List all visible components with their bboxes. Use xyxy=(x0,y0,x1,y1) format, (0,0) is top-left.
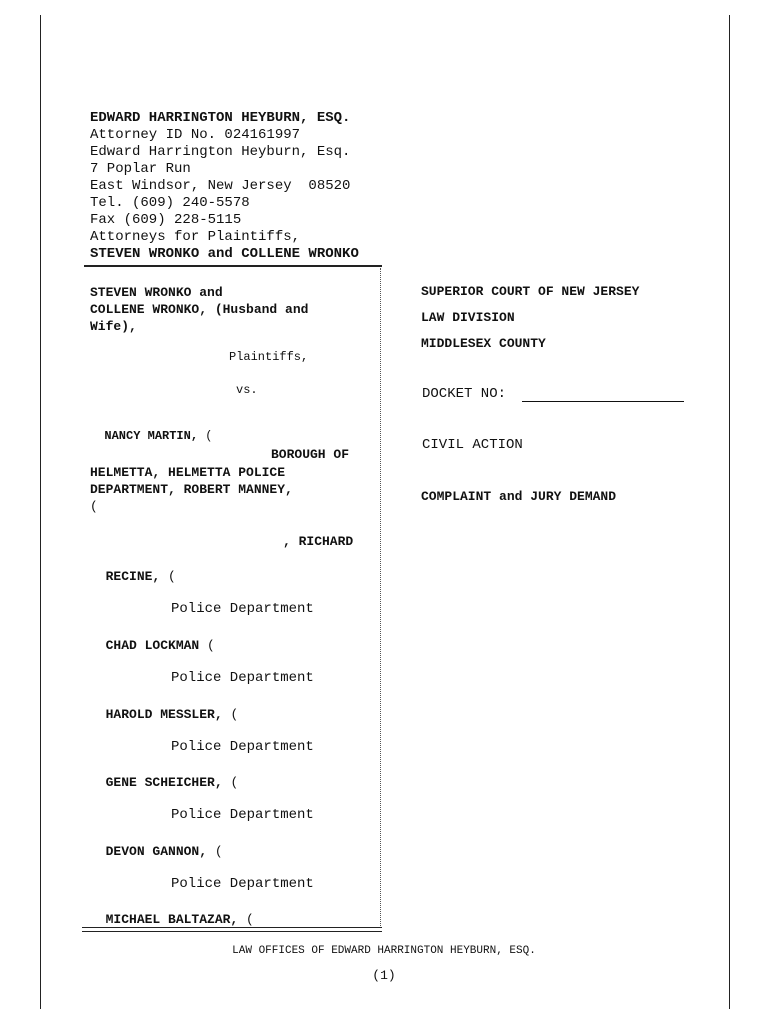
borough-line-1: BOROUGH OF xyxy=(271,447,350,462)
court-county: MIDDLESEX COUNTY xyxy=(421,336,546,351)
defendant-devon-gannon: DEVON GANNON, xyxy=(105,844,208,859)
paren-open: ( xyxy=(168,569,176,584)
attorney-block-rule xyxy=(84,265,382,267)
police-department-label: Police Department xyxy=(171,739,314,755)
paren-open: ( xyxy=(207,638,215,653)
borough-line-3: DEPARTMENT, ROBERT MANNEY, xyxy=(90,482,293,497)
paren-open: ( xyxy=(246,912,254,927)
caption-divider xyxy=(380,268,381,928)
defendant-gene-scheicher: GENE SCHEICHER, xyxy=(105,775,223,790)
plaintiffs-line-2: COLLENE WRONKO, (Husband and xyxy=(90,302,309,317)
civil-action-label: CIVIL ACTION xyxy=(422,437,523,453)
richard-line-1: , RICHARD xyxy=(283,534,354,549)
defendant-nancy-martin: NANCY MARTIN, xyxy=(104,429,199,443)
defendant-richard-recine: RECINE, xyxy=(105,569,161,584)
court-division: LAW DIVISION xyxy=(421,310,515,325)
defendant-michael-baltazar: MICHAEL BALTAZAR, xyxy=(105,912,239,927)
defendant-chad-lockman: CHAD LOCKMAN xyxy=(105,638,200,653)
paren-open: ( xyxy=(90,499,98,514)
document-title: COMPLAINT and JURY DEMAND xyxy=(421,489,617,504)
borough-line-2: HELMETTA, HELMETTA POLICE xyxy=(90,465,286,480)
plaintiffs-line-1: STEVEN WRONKO and xyxy=(90,285,223,300)
attorneys-for: Attorneys for Plaintiffs, xyxy=(90,229,301,245)
attorney-firm: Edward Harrington Heyburn, Esq. xyxy=(90,144,351,160)
paren-open: ( xyxy=(230,707,239,722)
police-department-label: Police Department xyxy=(171,670,314,686)
court-name: SUPERIOR COURT OF NEW JERSEY xyxy=(421,284,640,299)
paren-open: ( xyxy=(230,775,239,790)
caption-bottom-rule-double xyxy=(82,931,382,932)
page-number: (1) xyxy=(372,968,396,983)
paren-open: ( xyxy=(205,429,213,443)
docket-label: DOCKET NO: xyxy=(422,386,507,402)
docket-number-blank xyxy=(522,401,684,402)
plaintiffs-line-3: Wife), xyxy=(90,319,137,334)
footer-law-offices: LAW OFFICES OF EDWARD HARRINGTON HEYBURN, ESQ. xyxy=(232,945,536,957)
defendant-harold-messler: HAROLD MESSLER, xyxy=(105,707,223,722)
police-department-label: Police Department xyxy=(171,876,314,892)
attorney-fax: Fax (609) 228-5115 xyxy=(90,212,242,228)
attorney-city: East Windsor, New Jersey 08520 xyxy=(90,178,351,194)
attorney-id: Attorney ID No. 024161997 xyxy=(90,127,301,143)
attorney-street: 7 Poplar Run xyxy=(90,161,191,177)
attorney-plaintiffs: STEVEN WRONKO and COLLENE WRONKO xyxy=(90,246,359,262)
attorney-block xyxy=(90,110,359,263)
police-department-label: Police Department xyxy=(171,807,314,823)
paren-open: ( xyxy=(214,844,223,859)
versus-label: vs. xyxy=(236,383,258,397)
attorney-name: EDWARD HARRINGTON HEYBURN, ESQ. xyxy=(90,110,351,126)
attorney-tel: Tel. (609) 240-5578 xyxy=(90,195,250,211)
police-department-label: Police Department xyxy=(171,601,314,617)
right-margin-rule xyxy=(729,15,730,1009)
plaintiffs-label: Plaintiffs, xyxy=(229,350,309,364)
left-margin-rule xyxy=(40,15,41,1009)
